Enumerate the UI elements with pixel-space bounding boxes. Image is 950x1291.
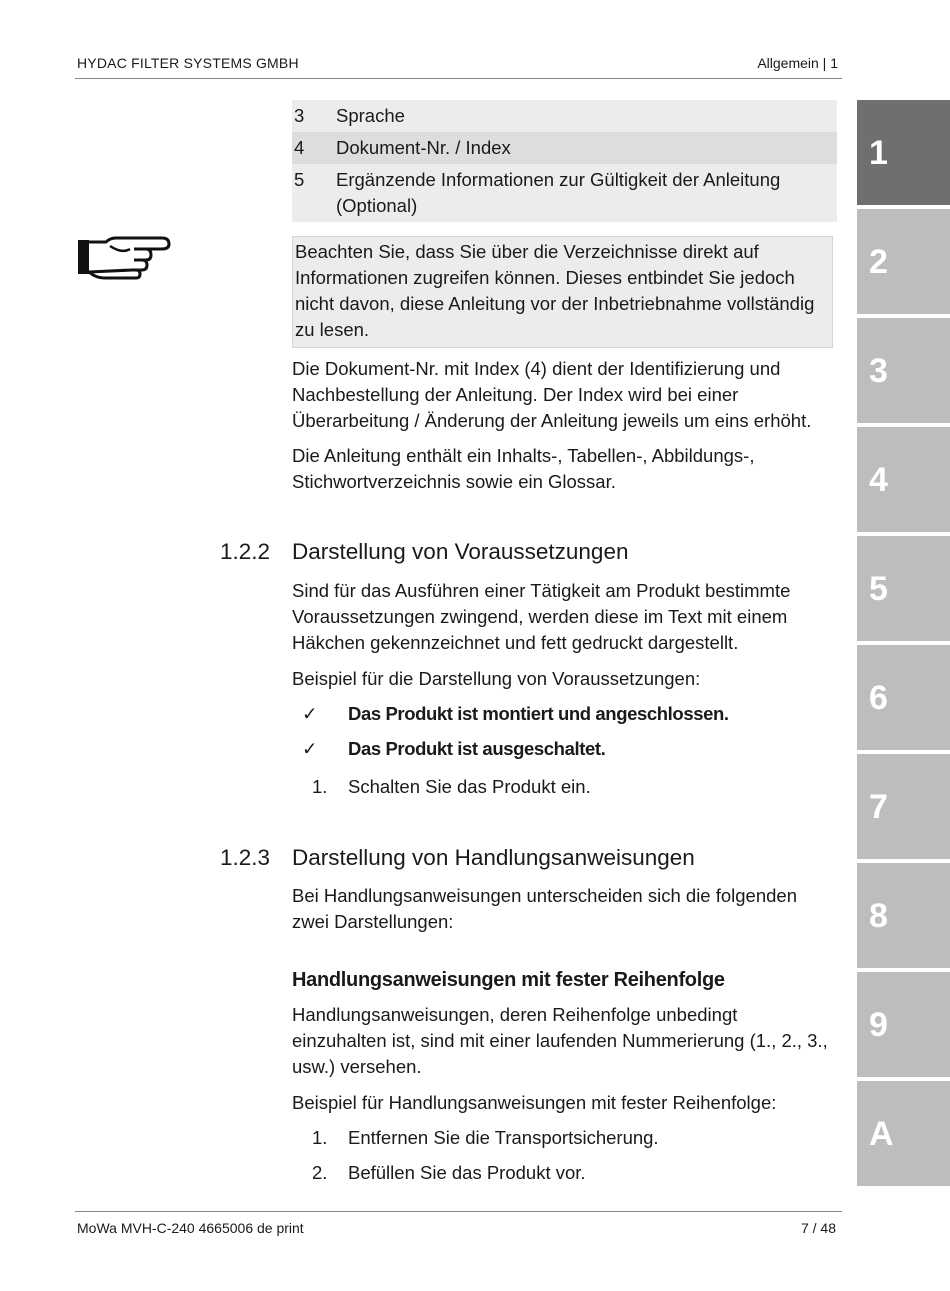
chapter-tab-label: 6 — [869, 679, 888, 717]
section-title: Darstellung von Handlungsanweisungen — [292, 845, 695, 870]
paragraph-fixed-order: Handlungsanweisungen, deren Reihenfolge unbedingt einzuhalten ist, sind mit einer laufenden Nummerierung (1., 2., 3., usw.) versehen. — [292, 1004, 828, 1077]
pointing-hand-icon — [76, 234, 172, 280]
paragraph-instructions-intro: Bei Handlungsanweisungen unterscheiden sich die folgenden zwei Darstellungen: — [292, 885, 798, 932]
chapter-tab-3[interactable] — [857, 318, 950, 423]
step-number: 1. — [312, 1127, 328, 1148]
chapter-tab-label: 5 — [869, 570, 888, 608]
legend-table — [292, 100, 837, 222]
section-number: 1.2.2 — [220, 539, 271, 564]
step-item — [312, 1125, 659, 1151]
chapter-tab-label: 2 — [869, 243, 888, 281]
prerequisite-item — [302, 736, 605, 762]
page-footer — [75, 1211, 842, 1242]
page-header — [75, 54, 842, 79]
section-number: 1.2.3 — [220, 845, 271, 870]
row-number: 4 — [294, 137, 305, 158]
chapter-tab-8[interactable] — [857, 863, 950, 968]
paragraph-document-number: Die Dokument-Nr. mit Index (4) dient der Identifizierung und Nachbestellung der Anleitung. Der Index wird bei einer Überarbeitung / Änderung der Anleitung jeweils um eins erhöht. — [292, 358, 812, 431]
prerequisite-text: Das Produkt ist montiert und angeschlossen. — [348, 703, 729, 724]
step-text: Schalten Sie das Produkt ein. — [348, 776, 591, 797]
chapter-tab-6[interactable] — [857, 645, 950, 750]
paragraph-directories: Die Anleitung enthält ein Inhalts-, Tabellen-, Abbildungs-, Stichwortverzeichnis sowie ein Glossar. — [292, 445, 755, 492]
step-item — [312, 774, 591, 800]
chapter-tab-label: 4 — [869, 461, 888, 499]
chapter-tab-label: 9 — [869, 1006, 888, 1044]
paragraph-fixed-order-example: Beispiel für Handlungsanweisungen mit fester Reihenfolge: — [292, 1092, 777, 1113]
paragraph-prerequisites-example: Beispiel für die Darstellung von Voraussetzungen: — [292, 668, 701, 689]
header-company: HYDAC FILTER SYSTEMS GMBH — [77, 55, 299, 71]
chapter-tab-2[interactable] — [857, 209, 950, 314]
chapter-tab-7[interactable] — [857, 754, 950, 859]
prerequisite-text: Das Produkt ist ausgeschaltet. — [348, 738, 606, 759]
table-row — [292, 132, 837, 164]
prerequisite-item — [302, 701, 729, 727]
chapter-tab-a[interactable] — [857, 1081, 950, 1186]
step-number: 1. — [312, 776, 328, 797]
row-number: 5 — [294, 169, 305, 190]
check-icon: ✓ — [302, 738, 318, 759]
subheading-fixed-order: Handlungsanweisungen mit fester Reihenfolge — [292, 969, 725, 991]
footer-document: MoWa MVH-C-240 4665006 de print — [77, 1220, 304, 1236]
table-row — [292, 164, 837, 222]
section-heading-1-2-2 — [220, 537, 628, 567]
footer-page-number: 7 / 48 — [800, 1220, 836, 1236]
chapter-tab-label: 7 — [869, 788, 888, 826]
chapter-tab-label: 3 — [869, 352, 888, 390]
chapter-tab-4[interactable] — [857, 427, 950, 532]
note-box: Beachten Sie, dass Sie über die Verzeichnisse direkt auf Informationen zugreifen können. Dieses entbindet Sie jedoch nicht davon, diese Anleitung vor der Inbetriebnahme vollständig zu lesen. — [292, 236, 833, 348]
step-item — [312, 1160, 586, 1186]
chapter-tab-label: 1 — [869, 134, 888, 172]
chapter-tab-5[interactable] — [857, 536, 950, 641]
step-number: 2. — [312, 1162, 328, 1183]
row-text: Dokument-Nr. / Index — [336, 137, 511, 158]
chapter-tab-1[interactable] — [857, 100, 950, 205]
chapter-tab-label: A — [869, 1115, 894, 1153]
row-number: 3 — [294, 105, 305, 126]
section-heading-1-2-3 — [220, 843, 695, 873]
section-title: Darstellung von Voraussetzungen — [292, 539, 629, 564]
chapter-tabs — [857, 100, 950, 1190]
row-text: Ergänzende Informationen zur Gültigkeit der Anleitung (Optional) — [336, 169, 781, 216]
row-text: Sprache — [336, 105, 405, 126]
paragraph-prerequisites-intro: Sind für das Ausführen einer Tätigkeit am Produkt bestimmte Voraussetzungen zwingend, werden diese im Text mit einem Häkchen gekennzeichnet und fett gedruckt dargestellt. — [292, 580, 791, 653]
header-section: Allgemein | 1 — [757, 55, 838, 71]
check-icon: ✓ — [302, 703, 318, 724]
step-text: Entfernen Sie die Transportsicherung. — [348, 1127, 659, 1148]
table-row — [292, 100, 837, 132]
step-text: Befüllen Sie das Produkt vor. — [348, 1162, 586, 1183]
chapter-tab-9[interactable] — [857, 972, 950, 1077]
chapter-tab-label: 8 — [869, 897, 888, 935]
